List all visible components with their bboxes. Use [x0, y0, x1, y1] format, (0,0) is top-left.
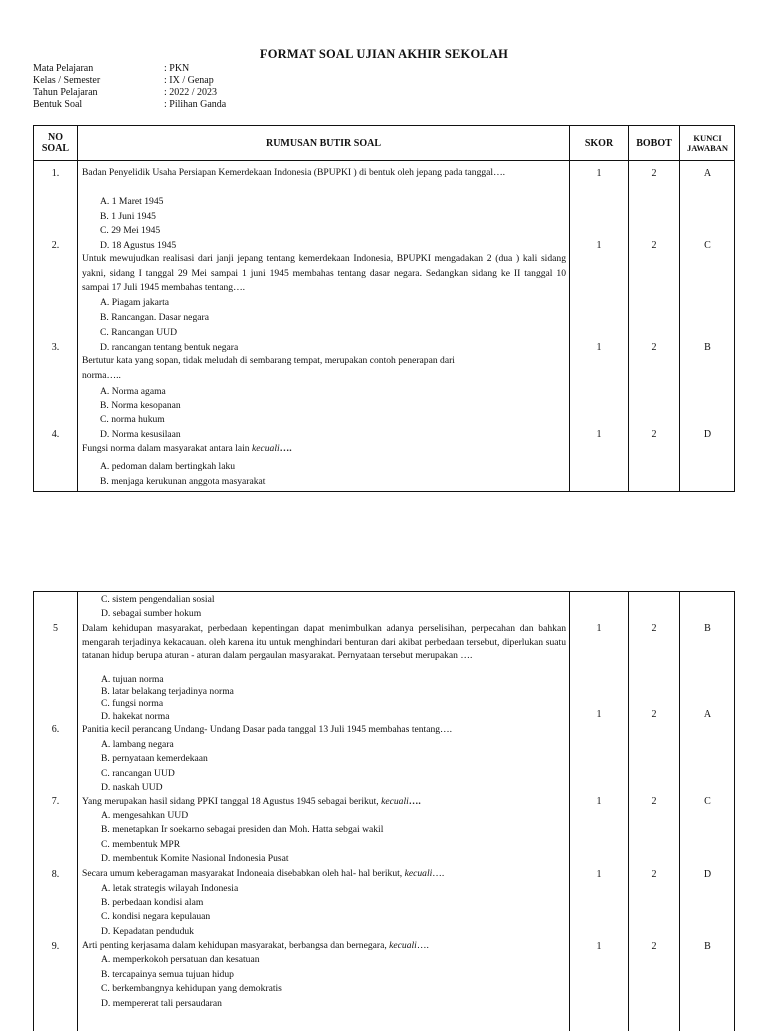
question-bobot: 2 — [651, 623, 657, 634]
question-bobot: 2 — [651, 240, 657, 251]
header-rumusan: RUMUSAN BUTIR SOAL — [265, 137, 381, 149]
question-kunci: B — [704, 941, 711, 952]
question-text-continued: norma….. — [82, 370, 121, 381]
answer-option: D. Kepadatan penduduk — [101, 926, 194, 937]
exam-metadata — [33, 63, 226, 111]
header-skor: SKOR — [584, 137, 614, 149]
question-skor: 1 — [596, 796, 602, 807]
question-kunci: A — [703, 168, 712, 179]
meta-value: : Pilihan Ganda — [164, 99, 227, 110]
answer-option: D. rancangan tentang bentuk negara — [100, 342, 239, 353]
question-bobot: 2 — [651, 709, 657, 720]
answer-option: B. tercapainya semua tujuan hidup — [101, 969, 234, 980]
answer-option: D. 18 Agustus 1945 — [100, 240, 177, 251]
answer-option: A. 1 Maret 1945 — [100, 196, 164, 207]
meta-label: Tahun Pelajaran — [33, 87, 98, 98]
question-number: 7. — [51, 796, 60, 807]
question-text: Fungsi norma dalam masyarakat antara lain kecuali…. — [82, 443, 292, 454]
question-kunci: D — [703, 869, 712, 880]
answer-option: B. pernyataan kemerdekaan — [101, 753, 208, 764]
meta-row-type — [33, 99, 226, 111]
answer-option: B. Norma kesopanan — [100, 400, 181, 411]
question-kunci: A — [703, 709, 712, 720]
answer-option: D. sebagai sumber hokum — [101, 608, 202, 619]
answer-option: A. letak strategis wilayah Indonesia — [101, 883, 239, 894]
question-skor: 1 — [596, 240, 602, 251]
answer-option: C. 29 Mei 1945 — [100, 225, 161, 236]
answer-option: D. membentuk Komite Nasional Indonesia Pusat — [101, 853, 289, 864]
question-text: Bertutur kata yang sopan, tidak meludah di sembarang tempat, merupakan contoh penerapan dari — [82, 355, 455, 366]
question-text: Secara umum keberagaman masyarakat Indoneaia disebabkan oleh hal- hal berikut, kecuali…. — [82, 868, 445, 879]
question-kunci: B — [704, 623, 711, 634]
question-bobot: 2 — [651, 342, 657, 353]
question-bobot: 2 — [651, 869, 657, 880]
answer-option: A. memperkokoh persatuan dan kesatuan — [101, 954, 260, 965]
meta-value: : 2022 / 2023 — [164, 87, 218, 98]
question-bobot: 2 — [651, 429, 657, 440]
question-kunci: B — [704, 342, 711, 353]
answer-option: C. rancangan UUD — [101, 768, 175, 779]
meta-row-year — [33, 87, 226, 99]
answer-option: B. perbedaan kondisi alam — [101, 897, 204, 908]
question-bobot: 2 — [651, 796, 657, 807]
answer-option: D. naskah UUD — [101, 782, 163, 793]
question-number: 1. — [51, 168, 60, 179]
answer-option: C. membentuk MPR — [101, 839, 181, 850]
meta-value: : PKN — [164, 63, 190, 74]
answer-option: D. Norma kesusilaan — [100, 429, 181, 440]
meta-label: Mata Pelajaran — [33, 63, 94, 74]
answer-option: B. menjaga kerukunan anggota masyarakat — [100, 476, 266, 487]
answer-option: A. mengesahkan UUD — [101, 810, 189, 821]
question-text: Arti penting kerjasama dalam kehidupan masyarakat, berbangsa dan bernegara, kecuali…. — [82, 940, 429, 951]
question-number: 5 — [53, 623, 58, 634]
question-bobot: 2 — [651, 168, 657, 179]
meta-label: Kelas / Semester — [33, 75, 101, 86]
question-bobot: 2 — [651, 941, 657, 952]
answer-option: C. sistem pengendalian sosial — [101, 594, 215, 605]
question-number: 4. — [51, 429, 60, 440]
question-skor: 1 — [596, 342, 602, 353]
question-skor: 1 — [596, 429, 602, 440]
question-text: Dalam kehidupan masyarakat, perbedaan kepentingan dapat menimbulkan adanya perselisihan, perpecahan dan bahkan mengarah terjadinya kekacauan. oleh karena itu untuk menghindari benturan dari akibat perbedaan tersebut, diperlukan suatu tatanan hidup berupa aturan - aturan dalam pergaulan masyarakat. Pernyataan tersebut merupakan …. — [82, 623, 566, 661]
question-skor: 1 — [596, 623, 602, 634]
answer-option: A. Norma agama — [100, 386, 166, 397]
answer-option: A. lambang negara — [101, 739, 174, 750]
question-number: 6. — [51, 724, 60, 735]
question-kunci: C — [704, 796, 711, 807]
question-skor: 1 — [596, 168, 602, 179]
question-kunci: C — [704, 240, 711, 251]
answer-option: C. norma hukum — [100, 414, 165, 425]
question-number: 9. — [51, 941, 60, 952]
answer-option: D. hakekat norma — [101, 711, 170, 722]
meta-row-class — [33, 75, 226, 87]
answer-option: B. menetapkan Ir soekarno sebagai presiden dan Moh. Hatta sebgai wakil — [101, 824, 384, 835]
question-text: Badan Penyelidik Usaha Persiapan Kemerdekaan Indonesia (BPUPKI ) di bentuk oleh jepang pada tanggal…. — [82, 167, 506, 178]
answer-option: C. fungsi norma — [101, 698, 164, 709]
answer-option: A. Piagam jakarta — [100, 297, 169, 308]
answer-option: B. Rancangan. Dasar negara — [100, 312, 209, 323]
answer-option: A. pedoman dalam bertingkah laku — [100, 461, 236, 472]
question-kunci: D — [703, 429, 712, 440]
answer-option: C. berkembangnya kehidupan yang demokratis — [101, 983, 282, 994]
page-title: FORMAT SOAL UJIAN AKHIR SEKOLAH — [259, 47, 509, 61]
question-table-1 — [33, 125, 735, 492]
question-skor: 1 — [596, 709, 602, 720]
answer-option: B. 1 Juni 1945 — [100, 211, 156, 222]
question-number: 8. — [51, 869, 60, 880]
question-number: 2. — [51, 240, 60, 251]
header-bobot: BOBOT — [636, 137, 672, 149]
answer-option: A. tujuan norma — [101, 674, 164, 685]
question-number: 3. — [51, 342, 60, 353]
answer-option: C. kondisi negara kepulauan — [101, 911, 211, 922]
question-text: Panitia kecil perancang Undang- Undang Dasar pada tanggal 13 Juli 1945 membahas tentang…. — [82, 724, 453, 735]
question-skor: 1 — [596, 869, 602, 880]
meta-value: : IX / Genap — [164, 75, 214, 86]
meta-label: Bentuk Soal — [33, 99, 83, 110]
header-no-soal: NO SOAL — [41, 132, 70, 154]
header-kunci: KUNCI JAWABAN — [686, 133, 729, 153]
question-text: Untuk mewujudkan realisasi dari janji jepang tentang kemerdekaan Indonesia, BPUPKI mengadakan 2 (dua ) kali sidang yakni, sidang I tanggal 29 Mei sampai 1 juni 1945 membahas tentang dasar negara. Sedangkan sidang ke II tanggal 10 sampai 17 Juli 1945 membahas tentang…. — [82, 253, 566, 293]
meta-row-subject — [33, 63, 226, 75]
answer-option: B. latar belakang terjadinya norma — [101, 686, 234, 697]
answer-option: D. mempererat tali persaudaran — [101, 998, 222, 1009]
answer-option: C. Rancangan UUD — [100, 327, 177, 338]
question-text: Yang merupakan hasil sidang PPKI tanggal 18 Agustus 1945 sebagai berikut, kecuali…. — [82, 796, 421, 807]
question-skor: 1 — [596, 941, 602, 952]
question-table-2 — [33, 591, 735, 1031]
